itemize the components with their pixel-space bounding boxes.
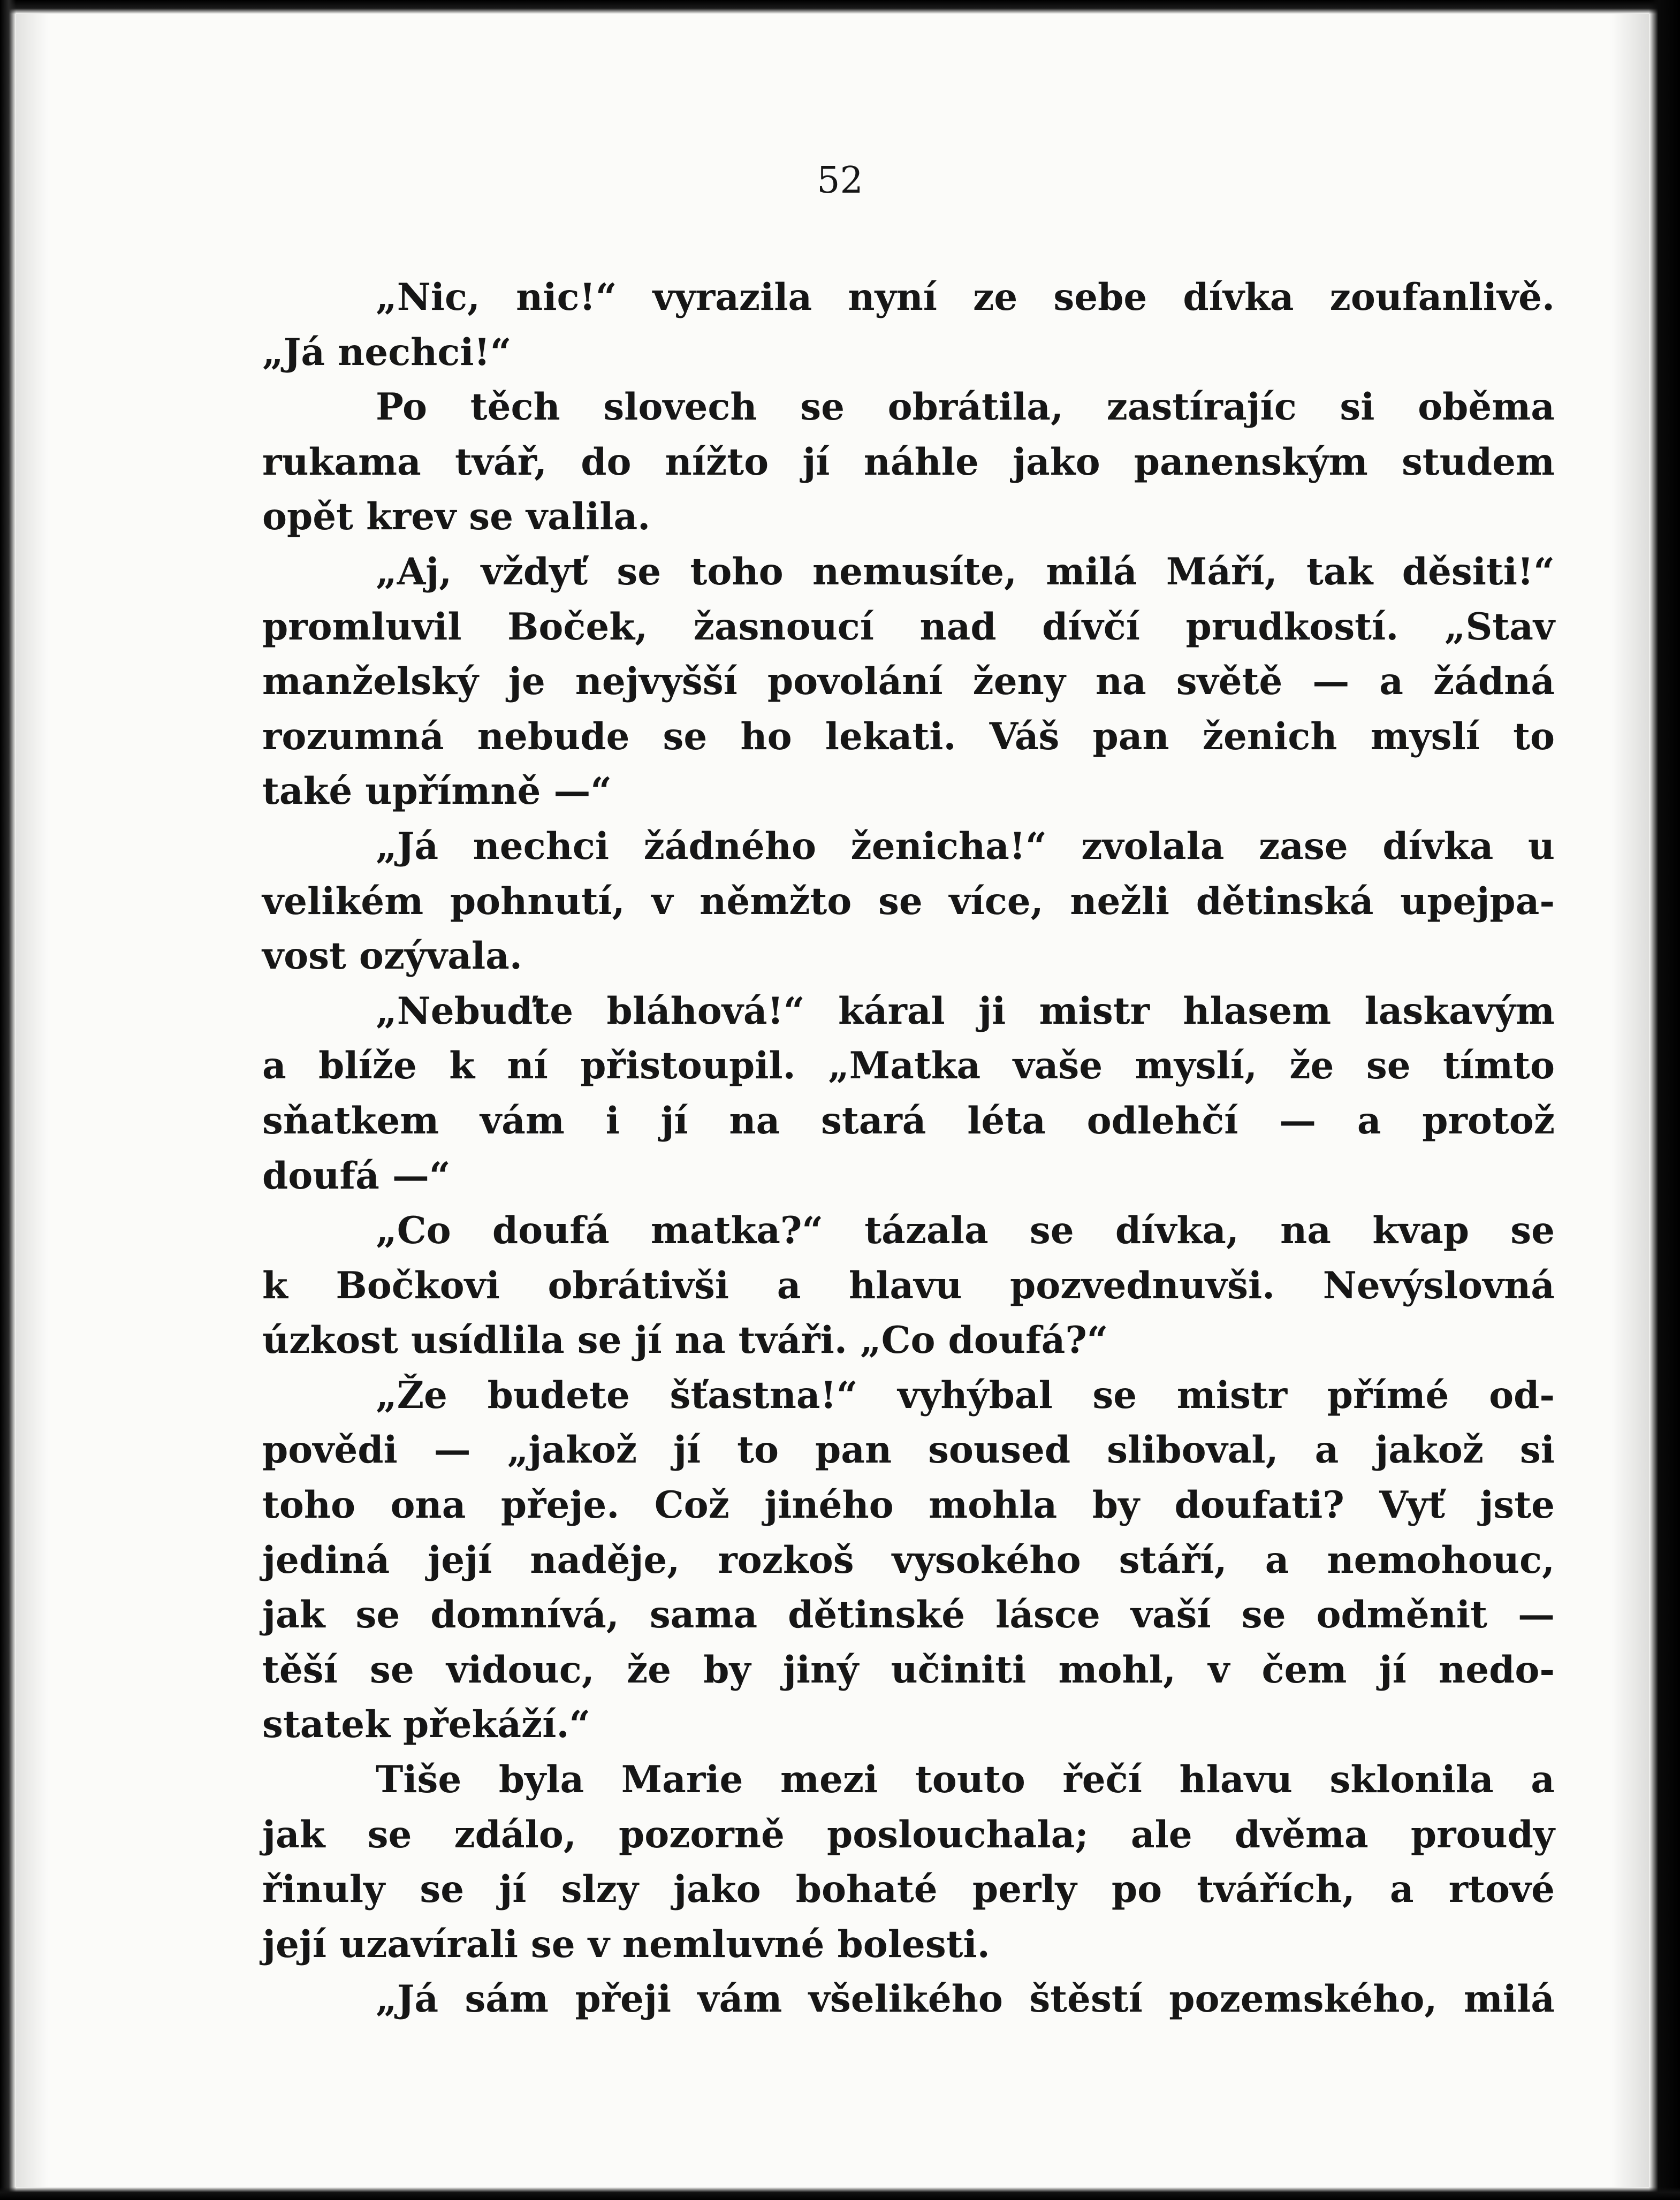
text-line: její uzavírali se v nemluvné bolesti.: [262, 1922, 990, 1966]
text-line: rozumná nebude se ho lekati. Váš pan ženich myslí to: [262, 714, 1555, 758]
text-line: těší se vidouc, že by jiný učiniti mohl, v čem jí nedo-: [262, 1648, 1555, 1692]
scan-edge-bottom: [0, 2187, 1680, 2200]
text-line: „Já nechci žádného ženicha!“ zvolala zase dívka u: [376, 824, 1555, 868]
text-line: promluvil Boček, žasnoucí nad dívčí prudkostí. „Stav: [262, 605, 1555, 649]
text-line: Po těch slovech se obrátila, zastírajíc si oběma: [376, 385, 1555, 429]
text-line: úzkost usídlila se jí na tváři. „Co doufá?“: [262, 1319, 1108, 1362]
page-shadow-right: [1611, 14, 1649, 2187]
text-line: vost ozývala.: [262, 934, 522, 978]
text-line: doufá —“: [262, 1154, 451, 1198]
text-line: „Nebuďte bláhová!“ káral ji mistr hlasem laskavým: [376, 989, 1555, 1033]
scan-edge-top: [0, 0, 1680, 14]
text-line: manželský je nejvyšší povolání ženy na světě — a žádná: [262, 660, 1555, 704]
text-line: řinuly se jí slzy jako bohaté perly po tvářích, a rtové: [262, 1868, 1555, 1912]
body-text: [262, 270, 1555, 2027]
text-line: jak se domnívá, sama dětinské lásce vaší se odměnit —: [262, 1593, 1555, 1637]
text-line: toho ona přeje. Což jiného mohla by doufati? Vyť jste: [262, 1483, 1555, 1527]
text-line: také upřímně —“: [262, 770, 612, 813]
text-line: „Nic, nic!“ vyrazila nyní ze sebe dívka zoufanlivě.: [376, 276, 1555, 319]
text-line: jak se zdálo, pozorně poslouchala; ale dvěma proudy: [262, 1813, 1555, 1856]
text-line: k Bočkovi obrátivši a hlavu pozvednuvši. Nevýslovná: [262, 1263, 1555, 1307]
text-line: „Já sám přeji vám všelikého štěstí pozemského, milá: [376, 1977, 1555, 2021]
page-number: 52: [817, 159, 863, 202]
scan-edge-right: [1649, 0, 1680, 2200]
text-line: „Aj, vždyť se toho nemusíte, milá Máří, tak děsiti!“: [376, 550, 1555, 593]
text-line: Tiše byla Marie mezi touto řečí hlavu sklonila a: [376, 1758, 1555, 1802]
text-line: jediná její naděje, rozkoš vysokého stáří, a nemohouc,: [262, 1538, 1555, 1582]
text-line: „Co doufá matka?“ tázala se dívka, na kvap se: [376, 1209, 1555, 1253]
text-line: a blíže k ní přistoupil. „Matka vaše myslí, že se tímto: [262, 1044, 1555, 1088]
page-shadow-left: [16, 14, 48, 2187]
text-line: povědi — „jakož jí to pan soused sliboval, a jakož si: [262, 1428, 1555, 1472]
text-line: „Já nechci!“: [262, 330, 512, 374]
text-line: opět krev se valila.: [262, 495, 651, 539]
text-line: velikém pohnutí, v němžto se více, nežli dětinská upejpa-: [262, 879, 1555, 923]
text-line: rukama tvář, do nížto jí náhle jako panenským studem: [262, 440, 1555, 484]
text-line: sňatkem vám i jí na stará léta odlehčí — a protož: [262, 1099, 1555, 1143]
text-line: „Že budete šťastna!“ vyhýbal se mistr přímé od-: [376, 1373, 1555, 1417]
text-line: statek překáží.“: [262, 1703, 591, 1747]
scan-edge-left: [0, 0, 16, 2200]
